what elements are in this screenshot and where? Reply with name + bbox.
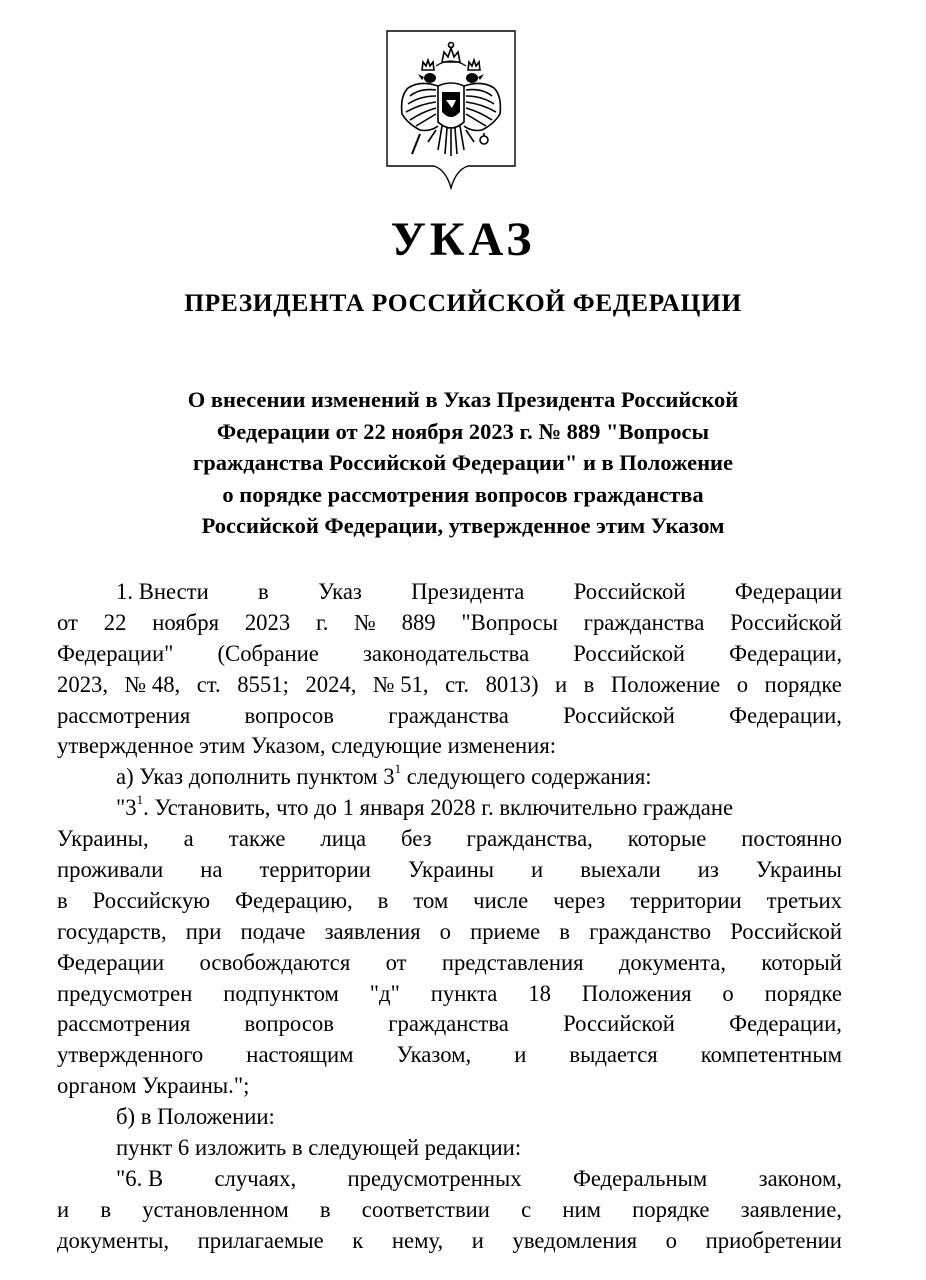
word: соответствии	[361, 1196, 490, 1222]
word: в	[57, 887, 68, 913]
word: 18	[528, 980, 551, 1006]
text-line	[57, 855, 842, 886]
word: законом,	[758, 1165, 842, 1191]
item-a-line: а) Указ дополнить пунктом $3^1$ следующего содержания:	[116, 760, 652, 790]
item-b-line: б) в Положении:	[116, 1104, 275, 1130]
text-line	[57, 608, 842, 639]
text-line	[57, 577, 842, 608]
word: 8013)	[485, 671, 539, 697]
word: в	[583, 671, 595, 697]
word: о	[736, 671, 749, 697]
word: том	[413, 887, 449, 913]
word: гражданства,	[466, 826, 593, 852]
word: Положение	[610, 671, 721, 697]
word: Федеральным	[572, 1165, 708, 1191]
word: лица	[320, 826, 367, 852]
text-line	[57, 948, 842, 979]
word: Федерации	[734, 579, 842, 604]
word: Российской	[573, 640, 686, 666]
word: Федерацию,	[235, 887, 353, 913]
word: числе	[473, 887, 529, 913]
word: (Собрание	[217, 640, 319, 666]
word: 8551;	[237, 671, 289, 697]
text-line	[57, 670, 842, 701]
word: 1. Внести	[116, 579, 209, 604]
word: Российской	[563, 1011, 675, 1037]
word: от	[57, 609, 78, 635]
word: Федерации,	[729, 1011, 842, 1037]
word: Украины,	[57, 826, 149, 852]
russian-eagle-icon	[386, 30, 516, 190]
word: государств,	[57, 918, 167, 944]
word: представления	[441, 949, 584, 975]
word: в	[377, 887, 389, 913]
word: Федерации,	[729, 640, 842, 666]
word: к	[352, 1227, 364, 1253]
word: Федерации	[57, 949, 165, 975]
title-line: гражданства Российской Федерации" и в Положение	[193, 450, 733, 475]
title-line: о порядке рассмотрения вопросов гражданства	[222, 481, 704, 507]
word: выдается	[569, 1042, 658, 1068]
text-line	[57, 1009, 842, 1040]
word: порядке	[764, 980, 842, 1006]
word: случаях,	[214, 1165, 297, 1191]
word: № 51,	[372, 671, 429, 697]
text-line	[57, 1226, 842, 1257]
word: рассмотрения	[57, 1011, 191, 1037]
coat-of-arms-emblem	[386, 30, 516, 190]
word: "д"	[369, 980, 400, 1006]
word: в	[559, 918, 570, 944]
word: рассмотрения	[57, 702, 191, 728]
word: ст.	[445, 671, 470, 697]
word: в	[100, 1196, 112, 1222]
text-line	[57, 701, 842, 732]
word: 889	[401, 609, 436, 635]
word: территории	[630, 887, 742, 913]
quoted-text	[57, 824, 842, 1102]
word: "6. В	[116, 1165, 164, 1191]
word: документы,	[57, 1227, 170, 1253]
word: №	[354, 609, 376, 635]
word: и	[471, 1227, 484, 1253]
word: предусмотрен	[57, 980, 193, 1006]
text-line	[57, 886, 842, 917]
word: от	[385, 949, 407, 975]
word: которые	[627, 826, 707, 852]
word: заявления	[324, 918, 421, 944]
word: также	[228, 826, 286, 852]
text-line: утвержденное этим Указом, следующие изменения:	[57, 733, 557, 759]
word: а	[183, 826, 194, 852]
word: постоянно	[741, 826, 842, 852]
word: в	[319, 1196, 331, 1222]
word: через	[553, 887, 606, 913]
word: ноября	[152, 609, 220, 635]
word: который	[761, 949, 842, 975]
word: Указ	[318, 579, 362, 604]
word: на	[200, 857, 223, 883]
word: с	[521, 1196, 532, 1222]
point6-intro-line: пункт 6 изложить в следующей редакции:	[116, 1135, 522, 1161]
word: и	[555, 671, 568, 697]
word: "Вопросы	[461, 609, 558, 635]
word: уведомления	[512, 1227, 638, 1253]
word: из	[697, 857, 719, 883]
quote-first-line: "$3^1$. Установить, что до 1 января 2028 г. включительно граждане	[116, 791, 734, 821]
word: ним	[562, 1196, 601, 1222]
point-6-text	[57, 1164, 842, 1257]
word: подаче	[240, 918, 306, 944]
word: настоящим	[246, 1042, 354, 1068]
word: 2023	[244, 609, 291, 635]
word: Президента	[411, 579, 525, 604]
word: о	[439, 918, 451, 944]
text-line	[57, 1195, 842, 1226]
word: о	[665, 1227, 678, 1253]
word: Российской	[730, 609, 842, 635]
word: о	[722, 980, 734, 1006]
title-line: О внесении изменений в Указ Президента Российской	[187, 387, 739, 412]
word: третьих	[766, 887, 842, 913]
word: без	[401, 826, 432, 852]
word: компетентным	[700, 1042, 842, 1068]
word: выехали	[580, 857, 661, 883]
word: гражданство	[589, 918, 712, 944]
word: 22	[103, 609, 127, 635]
word: Российской	[573, 579, 686, 604]
word: гражданства	[583, 609, 705, 635]
word: заявление,	[740, 1196, 842, 1222]
text-line	[57, 917, 842, 948]
word: Положения	[581, 980, 692, 1006]
word: и	[514, 1042, 527, 1068]
text-line	[57, 1040, 842, 1071]
text-line: органом Украины.";	[57, 1073, 250, 1099]
word: приеме	[470, 918, 541, 944]
word: установленном	[142, 1196, 289, 1222]
word: территории	[259, 857, 371, 883]
title-line: Российской Федерации, утвержденное этим Указом	[201, 513, 725, 538]
word: при	[185, 918, 222, 944]
word: законодательства	[362, 640, 530, 666]
word: нему,	[391, 1227, 444, 1253]
text-line	[57, 1164, 842, 1195]
document-title	[0, 384, 926, 542]
word: утвержденного	[57, 1042, 204, 1068]
title-line: Федерации от 22 ноября 2023 г. № 889 "Вопросы	[216, 418, 710, 444]
word: Указом,	[396, 1042, 472, 1068]
word: ст.	[196, 671, 221, 697]
document-body	[57, 577, 842, 1257]
word: документа,	[618, 949, 727, 975]
word: прилагаемые	[197, 1227, 324, 1253]
word: подпунктом	[223, 980, 339, 1006]
word: проживали	[57, 857, 164, 883]
word: Федерации"	[57, 640, 174, 666]
word: 2024,	[305, 671, 357, 697]
word: Российскую	[92, 887, 211, 913]
word: пункта	[430, 980, 498, 1006]
word: 2023,	[57, 671, 109, 697]
word: вопросов	[244, 702, 334, 728]
document-issuer: ПРЕЗИДЕНТА РОССИЙСКОЙ ФЕДЕРАЦИИ	[184, 288, 742, 317]
word: Федерации,	[729, 702, 842, 728]
word: № 48,	[124, 671, 181, 697]
word: Украины	[755, 857, 842, 883]
text-line	[57, 824, 842, 855]
word: г.	[315, 609, 329, 635]
word: порядке	[764, 671, 842, 697]
paragraph-1	[57, 577, 842, 762]
word: в	[258, 579, 269, 604]
word: вопросов	[244, 1011, 334, 1037]
word: и	[57, 1196, 70, 1222]
word: Российской	[730, 918, 842, 944]
word: предусмотренных	[347, 1165, 522, 1191]
word: Российской	[563, 702, 675, 728]
word: приобретении	[705, 1227, 842, 1253]
word: гражданства	[388, 1011, 509, 1037]
word: и	[531, 857, 544, 883]
word: гражданства	[388, 702, 509, 728]
text-line	[57, 639, 842, 670]
word: Украины	[407, 857, 494, 883]
word: порядке	[632, 1196, 710, 1222]
text-line	[57, 979, 842, 1010]
word: освобождаются	[199, 949, 351, 975]
document-type: УКАЗ	[390, 213, 536, 266]
